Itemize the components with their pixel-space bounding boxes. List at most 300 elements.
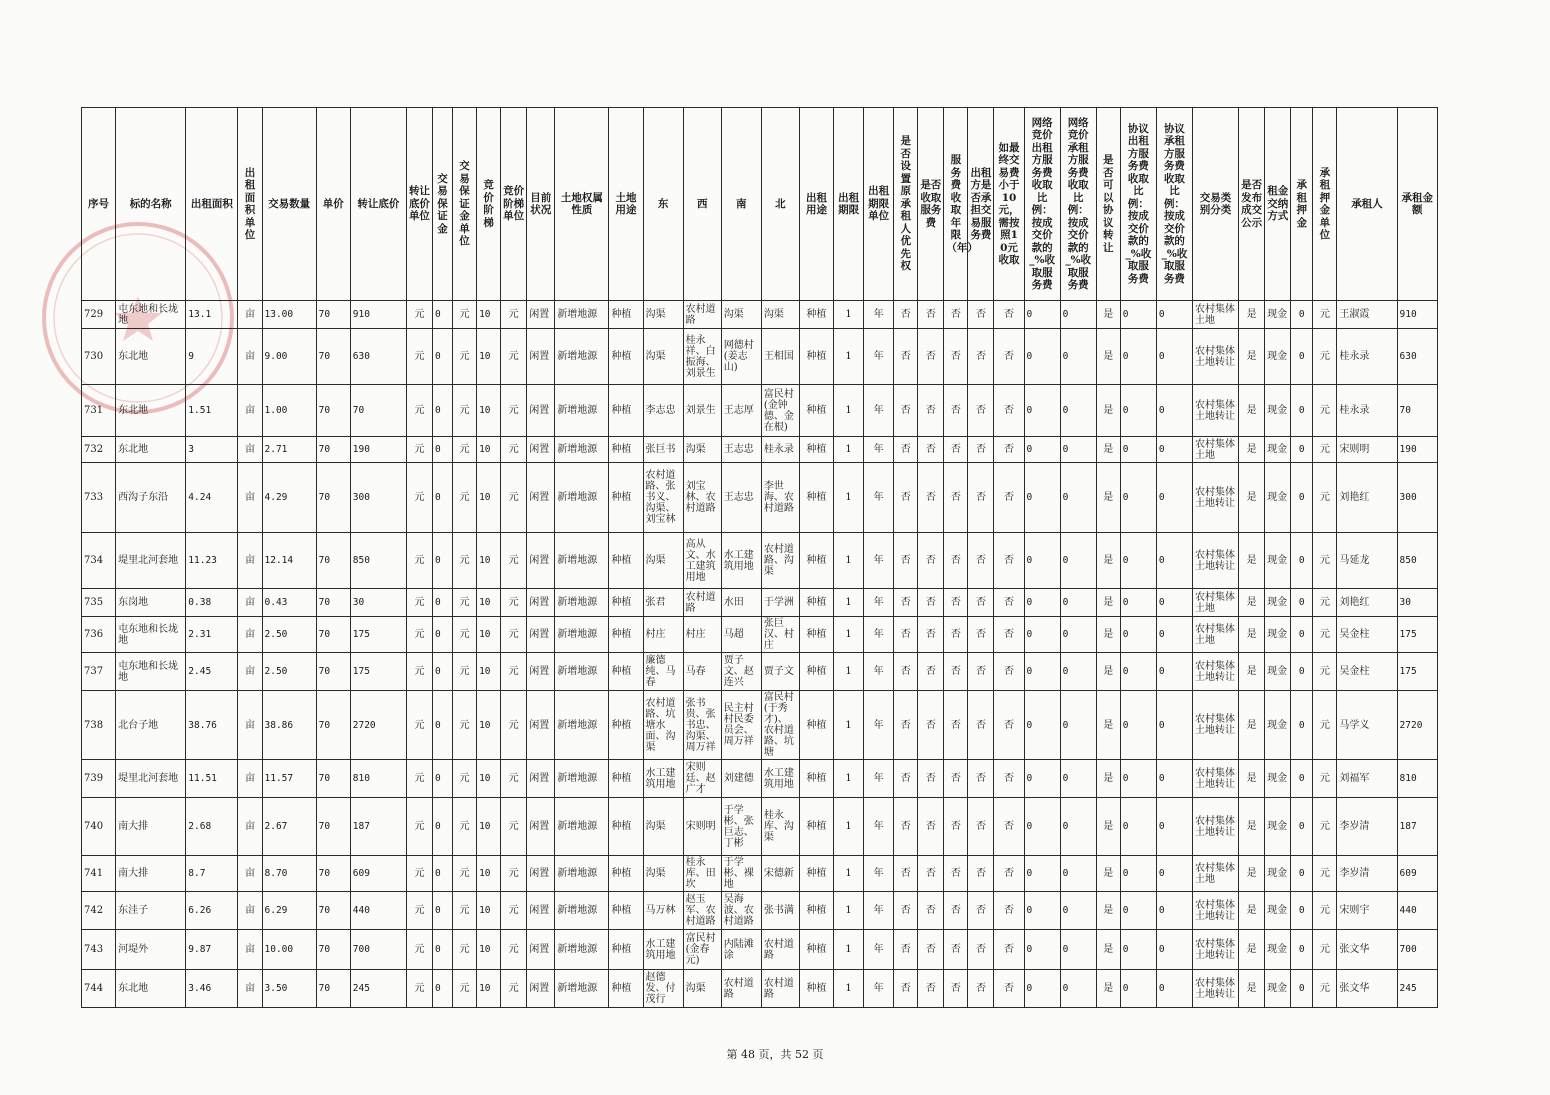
table-cell: 1.00 bbox=[262, 385, 316, 437]
table-cell: 农村道路、沟渠 bbox=[761, 533, 799, 589]
table-cell: 175 bbox=[1397, 653, 1437, 691]
table-cell: 10 bbox=[477, 533, 501, 589]
table-cell: 农村道路 bbox=[761, 970, 799, 1008]
column-header: 土地权属性质 bbox=[555, 108, 609, 301]
table-cell: 0 bbox=[1291, 589, 1313, 617]
table-cell: 东岗地 bbox=[116, 589, 186, 617]
table-cell: 0 bbox=[1024, 970, 1060, 1008]
table-cell: 38.76 bbox=[186, 691, 238, 760]
table-cell: 0 bbox=[1060, 385, 1096, 437]
table-cell: 王志忠 bbox=[721, 463, 761, 533]
table-cell: 否 bbox=[918, 760, 944, 798]
table-cell: 0 bbox=[1024, 892, 1060, 930]
table-cell: 农村集体土地 bbox=[1192, 589, 1238, 617]
table-cell: 1 bbox=[834, 301, 864, 329]
table-cell: 10 bbox=[477, 691, 501, 760]
table-cell: 新增地源 bbox=[555, 617, 609, 653]
table-cell: 否 bbox=[968, 760, 994, 798]
table-cell: 新增地源 bbox=[555, 892, 609, 930]
table-cell: 民主村村民委员会、周万祥 bbox=[721, 691, 761, 760]
table-cell: 是 bbox=[1239, 856, 1265, 892]
table-cell: 70 bbox=[316, 691, 350, 760]
table-row bbox=[82, 970, 1438, 1008]
table-cell: 刘艳红 bbox=[1337, 589, 1397, 617]
table-cell: 1 bbox=[834, 463, 864, 533]
table-cell: 0 bbox=[1060, 617, 1096, 653]
table-cell: 种植 bbox=[609, 653, 643, 691]
table-cell: 是 bbox=[1096, 385, 1120, 437]
table-cell: 否 bbox=[968, 533, 994, 589]
table-cell: 是 bbox=[1096, 691, 1120, 760]
table-cell: 否 bbox=[944, 892, 968, 930]
table-cell: 0 bbox=[1060, 930, 1096, 970]
table-cell: 现金 bbox=[1265, 760, 1291, 798]
table-cell: 现金 bbox=[1265, 329, 1291, 385]
table-row bbox=[82, 329, 1438, 385]
table-cell: 农村道路 bbox=[683, 589, 721, 617]
table-cell: 张书贵、张书忠、沟渠、周万祥 bbox=[683, 691, 721, 760]
table-cell: 李岁清 bbox=[1337, 856, 1397, 892]
table-cell: 否 bbox=[994, 760, 1024, 798]
table-cell: 桂永录 bbox=[1337, 385, 1397, 437]
table-cell: 闲置 bbox=[527, 892, 555, 930]
table-cell: 否 bbox=[944, 329, 968, 385]
table-cell: 元 bbox=[453, 970, 477, 1008]
table-cell: 0 bbox=[1024, 329, 1060, 385]
table-cell: 新增地源 bbox=[555, 691, 609, 760]
table-cell: 否 bbox=[918, 892, 944, 930]
table-cell: 新增地源 bbox=[555, 329, 609, 385]
table-cell: 0 bbox=[1060, 653, 1096, 691]
column-header: 如最终交易费小于10元，需按照10元收取 bbox=[994, 108, 1024, 301]
column-header: 出租面积单位 bbox=[238, 108, 262, 301]
table-cell: 元 bbox=[406, 617, 432, 653]
table-cell: 否 bbox=[994, 970, 1024, 1008]
table-row bbox=[82, 385, 1438, 437]
table-cell: 元 bbox=[406, 970, 432, 1008]
table-cell: 910 bbox=[350, 301, 406, 329]
table-cell: 张文华 bbox=[1337, 930, 1397, 970]
table-cell: 种植 bbox=[799, 329, 833, 385]
table-cell: 现金 bbox=[1265, 463, 1291, 533]
table-cell: 富民村(金春元) bbox=[683, 930, 721, 970]
table-cell: 是 bbox=[1096, 589, 1120, 617]
table-cell: 否 bbox=[968, 892, 994, 930]
table-cell: 元 bbox=[1313, 691, 1337, 760]
table-cell: 闲置 bbox=[527, 589, 555, 617]
table-cell: 农村集体土地转让 bbox=[1192, 653, 1238, 691]
table-cell: 0 bbox=[1060, 970, 1096, 1008]
table-cell: 70 bbox=[316, 930, 350, 970]
table-cell: 0 bbox=[1156, 617, 1192, 653]
table-cell: 亩 bbox=[238, 892, 262, 930]
table-cell: 元 bbox=[406, 301, 432, 329]
column-header: 承租押金单位 bbox=[1313, 108, 1337, 301]
table-cell: 刘艳红 bbox=[1337, 463, 1397, 533]
table-cell: 否 bbox=[968, 798, 994, 856]
table-cell: 30 bbox=[350, 589, 406, 617]
table-cell: 现金 bbox=[1265, 930, 1291, 970]
table-cell: 0 bbox=[1156, 691, 1192, 760]
table-cell: 元 bbox=[406, 329, 432, 385]
table-cell: 赵玉军、农村道路 bbox=[683, 892, 721, 930]
column-header: 出租方是否承担交易服务费 bbox=[968, 108, 994, 301]
table-cell: 否 bbox=[944, 856, 968, 892]
table-cell: 富民村(金钟德、金在根) bbox=[761, 385, 799, 437]
table-cell: 闲置 bbox=[527, 463, 555, 533]
table-cell: 0 bbox=[1024, 653, 1060, 691]
table-cell: 东洼子 bbox=[116, 892, 186, 930]
table-cell: 否 bbox=[968, 385, 994, 437]
table-cell: 元 bbox=[406, 589, 432, 617]
land-lease-table bbox=[81, 107, 1438, 1008]
table-cell: 否 bbox=[994, 533, 1024, 589]
table-cell: 元 bbox=[406, 463, 432, 533]
table-cell: 0 bbox=[432, 329, 452, 385]
table-cell: 0 bbox=[432, 533, 452, 589]
column-header: 承租人 bbox=[1337, 108, 1397, 301]
table-cell: 元 bbox=[453, 589, 477, 617]
table-cell: 闲置 bbox=[527, 760, 555, 798]
table-cell: 11.23 bbox=[186, 533, 238, 589]
table-cell: 737 bbox=[82, 653, 116, 691]
table-cell: 0 bbox=[1291, 798, 1313, 856]
table-cell: 10 bbox=[477, 385, 501, 437]
table-cell: 是 bbox=[1239, 589, 1265, 617]
table-cell: 元 bbox=[1313, 653, 1337, 691]
table-cell: 否 bbox=[994, 691, 1024, 760]
table-cell: 2.45 bbox=[186, 653, 238, 691]
table-cell: 否 bbox=[894, 970, 918, 1008]
table-cell: 河堤外 bbox=[116, 930, 186, 970]
table-cell: 闲置 bbox=[527, 856, 555, 892]
table-cell: 王相国 bbox=[761, 329, 799, 385]
table-cell: 农村集体土地 bbox=[1192, 437, 1238, 463]
table-cell: 否 bbox=[994, 798, 1024, 856]
table-cell: 9.00 bbox=[262, 329, 316, 385]
table-cell: 现金 bbox=[1265, 385, 1291, 437]
table-row bbox=[82, 856, 1438, 892]
table-cell: 否 bbox=[894, 691, 918, 760]
table-cell: 年 bbox=[864, 798, 894, 856]
table-cell: 桂永祥、白振海、刘景生 bbox=[683, 329, 721, 385]
table-cell: 元 bbox=[406, 856, 432, 892]
table-cell: 吴金柱 bbox=[1337, 617, 1397, 653]
table-cell: 0 bbox=[1291, 856, 1313, 892]
table-cell: 否 bbox=[918, 691, 944, 760]
table-cell: 种植 bbox=[609, 760, 643, 798]
table-cell: 810 bbox=[350, 760, 406, 798]
table-cell: 0 bbox=[1120, 329, 1156, 385]
table-cell: 北台子地 bbox=[116, 691, 186, 760]
table-cell: 9 bbox=[186, 329, 238, 385]
table-cell: 元 bbox=[406, 930, 432, 970]
table-cell: 元 bbox=[1313, 463, 1337, 533]
table-cell: 是 bbox=[1239, 301, 1265, 329]
table-cell: 190 bbox=[1397, 437, 1437, 463]
table-cell: 水工建筑用地 bbox=[761, 760, 799, 798]
table-cell: 元 bbox=[501, 437, 527, 463]
table-cell: 否 bbox=[944, 589, 968, 617]
table-cell: 沟渠 bbox=[643, 301, 683, 329]
table-cell: 70 bbox=[316, 463, 350, 533]
table-cell: 732 bbox=[82, 437, 116, 463]
table-cell: 0 bbox=[1024, 301, 1060, 329]
column-header: 交易保证金单位 bbox=[453, 108, 477, 301]
table-cell: 沟渠 bbox=[643, 856, 683, 892]
table-cell: 是 bbox=[1239, 437, 1265, 463]
table-cell: 否 bbox=[968, 437, 994, 463]
table-cell: 13.1 bbox=[186, 301, 238, 329]
table-cell: 于学洲 bbox=[761, 589, 799, 617]
table-cell: 否 bbox=[918, 970, 944, 1008]
column-header: 交易保证金 bbox=[432, 108, 452, 301]
table-cell: 元 bbox=[1313, 798, 1337, 856]
table-cell: 亩 bbox=[238, 798, 262, 856]
table-cell: 30 bbox=[1397, 589, 1437, 617]
table-cell: 水工建筑用地 bbox=[721, 533, 761, 589]
table-cell: 否 bbox=[894, 301, 918, 329]
table-cell: 元 bbox=[453, 930, 477, 970]
table-cell: 西沟子东沿 bbox=[116, 463, 186, 533]
table-cell: 元 bbox=[453, 798, 477, 856]
table-cell: 吴金柱 bbox=[1337, 653, 1397, 691]
table-cell: 否 bbox=[944, 930, 968, 970]
column-header: 租金交纳方式 bbox=[1265, 108, 1291, 301]
table-cell: 闲置 bbox=[527, 617, 555, 653]
table-cell: 亩 bbox=[238, 533, 262, 589]
table-cell: 元 bbox=[406, 437, 432, 463]
column-header: 单价 bbox=[316, 108, 350, 301]
table-cell: 1 bbox=[834, 930, 864, 970]
table-cell: 种植 bbox=[609, 589, 643, 617]
table-cell: 现金 bbox=[1265, 533, 1291, 589]
table-cell: 李世海、农村道路 bbox=[761, 463, 799, 533]
table-cell: 种植 bbox=[799, 760, 833, 798]
table-cell: 1 bbox=[834, 970, 864, 1008]
table-cell: 245 bbox=[1397, 970, 1437, 1008]
table-cell: 新增地源 bbox=[555, 437, 609, 463]
table-cell: 否 bbox=[918, 856, 944, 892]
table-cell: 种植 bbox=[609, 329, 643, 385]
table-cell: 0 bbox=[432, 930, 452, 970]
table-cell: 否 bbox=[994, 930, 1024, 970]
table-cell: 0 bbox=[1156, 892, 1192, 930]
table-cell: 否 bbox=[918, 437, 944, 463]
table-cell: 190 bbox=[350, 437, 406, 463]
table-cell: 否 bbox=[944, 653, 968, 691]
table-cell: 沟渠 bbox=[683, 437, 721, 463]
table-cell: 否 bbox=[918, 463, 944, 533]
table-cell: 贾子文、赵连兴 bbox=[721, 653, 761, 691]
table-cell: 13.00 bbox=[262, 301, 316, 329]
table-cell: 元 bbox=[1313, 533, 1337, 589]
table-cell: 否 bbox=[944, 617, 968, 653]
table-cell: 否 bbox=[894, 617, 918, 653]
table-cell: 910 bbox=[1397, 301, 1437, 329]
table-cell: 刘福军 bbox=[1337, 760, 1397, 798]
table-cell: 否 bbox=[994, 385, 1024, 437]
table-cell: 现金 bbox=[1265, 301, 1291, 329]
table-cell: 是 bbox=[1096, 329, 1120, 385]
table-cell: 元 bbox=[1313, 617, 1337, 653]
table-cell: 0 bbox=[1120, 301, 1156, 329]
table-cell: 张君 bbox=[643, 589, 683, 617]
table-cell: 农村集体土地转让 bbox=[1192, 533, 1238, 589]
table-cell: 是 bbox=[1096, 653, 1120, 691]
table-cell: 2.31 bbox=[186, 617, 238, 653]
table-cell: 亩 bbox=[238, 301, 262, 329]
table-cell: 否 bbox=[994, 301, 1024, 329]
table-cell: 元 bbox=[453, 463, 477, 533]
table-cell: 0 bbox=[1291, 617, 1313, 653]
table-cell: 否 bbox=[968, 691, 994, 760]
table-cell: 0 bbox=[1156, 856, 1192, 892]
table-cell: 张巨汉、村庄 bbox=[761, 617, 799, 653]
column-header: 转让底价 bbox=[350, 108, 406, 301]
table-cell: 年 bbox=[864, 617, 894, 653]
table-cell: 年 bbox=[864, 385, 894, 437]
table-cell: 宋则廷、赵广才 bbox=[683, 760, 721, 798]
table-cell: 0 bbox=[1156, 653, 1192, 691]
table-cell: 10 bbox=[477, 329, 501, 385]
table-cell: 0 bbox=[1060, 589, 1096, 617]
table-cell: 亩 bbox=[238, 617, 262, 653]
table-cell: 10 bbox=[477, 930, 501, 970]
table-cell: 245 bbox=[350, 970, 406, 1008]
table-cell: 2.50 bbox=[262, 617, 316, 653]
table-cell: 0 bbox=[1291, 301, 1313, 329]
table-cell: 是 bbox=[1096, 856, 1120, 892]
table-cell: 种植 bbox=[799, 691, 833, 760]
table-row bbox=[82, 463, 1438, 533]
table-cell: 元 bbox=[453, 691, 477, 760]
table-cell: 马学义 bbox=[1337, 691, 1397, 760]
table-cell: 农村集体土地转让 bbox=[1192, 329, 1238, 385]
table-cell: 是 bbox=[1239, 329, 1265, 385]
table-cell: 现金 bbox=[1265, 691, 1291, 760]
table-cell: 440 bbox=[350, 892, 406, 930]
table-cell: 0 bbox=[1120, 589, 1156, 617]
table-cell: 0 bbox=[1156, 301, 1192, 329]
table-cell: 否 bbox=[918, 617, 944, 653]
table-cell: 70 bbox=[316, 653, 350, 691]
table-cell: 10 bbox=[477, 653, 501, 691]
table-cell: 0 bbox=[1024, 930, 1060, 970]
table-cell: 否 bbox=[968, 970, 994, 1008]
table-cell: 现金 bbox=[1265, 856, 1291, 892]
table-cell: 元 bbox=[453, 617, 477, 653]
table-cell: 王志厚 bbox=[721, 385, 761, 437]
table-cell: 元 bbox=[406, 798, 432, 856]
column-header: 东 bbox=[643, 108, 683, 301]
table-cell: 亩 bbox=[238, 930, 262, 970]
table-cell: 农村道路 bbox=[721, 970, 761, 1008]
table-cell: 桂永录 bbox=[1337, 329, 1397, 385]
table-cell: 70 bbox=[316, 589, 350, 617]
table-cell: 0 bbox=[1156, 798, 1192, 856]
table-cell: 0 bbox=[1156, 437, 1192, 463]
column-header: 是否可以协议转让 bbox=[1096, 108, 1120, 301]
table-cell: 是 bbox=[1239, 930, 1265, 970]
table-cell: 4.24 bbox=[186, 463, 238, 533]
column-header: 转让底价单位 bbox=[406, 108, 432, 301]
table-cell: 738 bbox=[82, 691, 116, 760]
table-cell: 种植 bbox=[799, 970, 833, 1008]
table-cell: 1 bbox=[834, 329, 864, 385]
table-cell: 0 bbox=[1060, 533, 1096, 589]
table-cell: 新增地源 bbox=[555, 653, 609, 691]
table-cell: 0 bbox=[1024, 385, 1060, 437]
table-cell: 种植 bbox=[609, 930, 643, 970]
table-cell: 否 bbox=[894, 892, 918, 930]
table-cell: 现金 bbox=[1265, 892, 1291, 930]
table-cell: 亩 bbox=[238, 970, 262, 1008]
table-cell: 1 bbox=[834, 617, 864, 653]
table-cell: 村庄 bbox=[643, 617, 683, 653]
table-cell: 1.51 bbox=[186, 385, 238, 437]
table-cell: 1 bbox=[834, 385, 864, 437]
table-cell: 桂永录 bbox=[761, 437, 799, 463]
table-cell: 0 bbox=[1291, 463, 1313, 533]
table-cell: 亩 bbox=[238, 437, 262, 463]
table-cell: 4.29 bbox=[262, 463, 316, 533]
table-cell: 0 bbox=[1120, 970, 1156, 1008]
table-cell: 630 bbox=[1397, 329, 1437, 385]
table-cell: 0 bbox=[1120, 533, 1156, 589]
table-cell: 宋则明 bbox=[683, 798, 721, 856]
table-cell: 10 bbox=[477, 589, 501, 617]
table-cell: 元 bbox=[453, 301, 477, 329]
table-cell: 0 bbox=[1120, 385, 1156, 437]
table-cell: 宋则宇 bbox=[1337, 892, 1397, 930]
table-cell: 元 bbox=[406, 892, 432, 930]
table-cell: 东北地 bbox=[116, 329, 186, 385]
table-cell: 10 bbox=[477, 301, 501, 329]
column-header: 目前状况 bbox=[527, 108, 555, 301]
table-cell: 南大排 bbox=[116, 856, 186, 892]
table-cell: 廉德纯、马春 bbox=[643, 653, 683, 691]
table-cell: 175 bbox=[350, 617, 406, 653]
table-cell: 亩 bbox=[238, 463, 262, 533]
table-cell: 种植 bbox=[799, 437, 833, 463]
table-cell: 新增地源 bbox=[555, 970, 609, 1008]
table-cell: 宋则明 bbox=[1337, 437, 1397, 463]
table-cell: 300 bbox=[1397, 463, 1437, 533]
table-cell: 亩 bbox=[238, 691, 262, 760]
table-cell: 元 bbox=[1313, 437, 1337, 463]
table-cell: 种植 bbox=[609, 892, 643, 930]
column-header: 承租押金 bbox=[1291, 108, 1313, 301]
table-cell: 元 bbox=[406, 533, 432, 589]
table-cell: 1 bbox=[834, 798, 864, 856]
table-cell: 0 bbox=[432, 463, 452, 533]
table-cell: 种植 bbox=[609, 437, 643, 463]
table-cell: 元 bbox=[406, 385, 432, 437]
table-cell: 0 bbox=[1156, 329, 1192, 385]
table-cell: 740 bbox=[82, 798, 116, 856]
table-cell: 0 bbox=[1120, 617, 1156, 653]
table-cell: 元 bbox=[406, 653, 432, 691]
table-cell: 于学彬、裸地 bbox=[721, 856, 761, 892]
table-cell: 70 bbox=[316, 760, 350, 798]
table-cell: 亩 bbox=[238, 653, 262, 691]
table-row bbox=[82, 533, 1438, 589]
table-cell: 种植 bbox=[799, 892, 833, 930]
table-cell: 70 bbox=[316, 437, 350, 463]
table-cell: 是 bbox=[1096, 301, 1120, 329]
column-header: 协议承租方服务费收取比例：按成交价款的_%收取服务费 bbox=[1156, 108, 1192, 301]
